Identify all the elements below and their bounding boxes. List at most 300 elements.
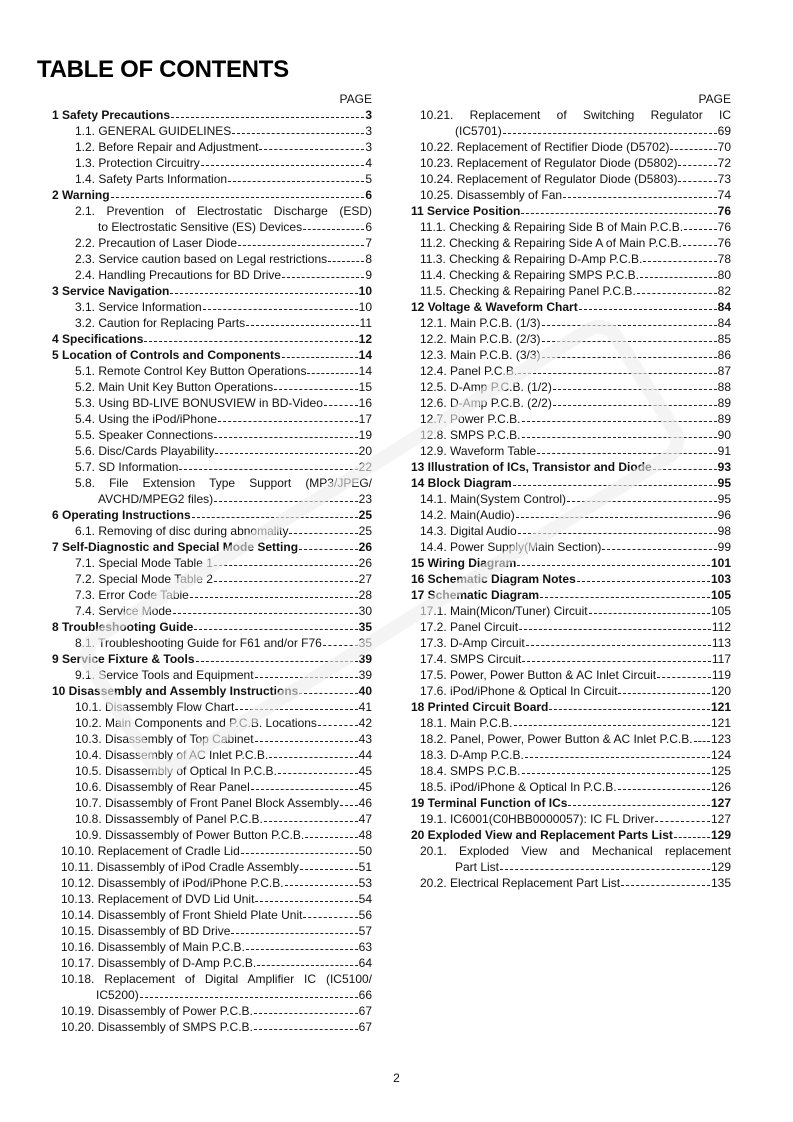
- toc-page-number: 46: [358, 796, 372, 810]
- dot-leader: [214, 429, 358, 439]
- toc-entry-label-continued: IC5200): [96, 988, 139, 1002]
- toc-entry-label: 10.13. Replacement of DVD Lid Unit: [61, 892, 255, 906]
- toc-entry-label: 10.24. Replacement of Regulator Diode (D5803): [420, 172, 678, 186]
- toc-entry-label: 12.1. Main P.C.B. (1/3): [420, 316, 541, 330]
- toc-subsection[interactable]: [38, 363, 372, 379]
- toc-entry-label: 14.4. Power Supply(Main Section): [420, 540, 602, 554]
- dot-leader: [637, 285, 717, 295]
- toc-page-number: 6: [365, 220, 372, 234]
- toc-entry-label: 10.3. Disassembly of Top Cabinet: [75, 732, 254, 746]
- toc-page-number: 10: [358, 300, 372, 314]
- toc-entry-label: 10.8. Dissassembly of Panel P.C.B.: [75, 812, 263, 826]
- toc-page-number: 39: [358, 668, 372, 682]
- toc-page-number: 27: [358, 572, 372, 586]
- toc-entry-label: 14.3. Digital Audio: [420, 524, 517, 538]
- toc-page-number: 89: [717, 396, 731, 410]
- toc-subsection[interactable]: [38, 923, 372, 939]
- dot-leader: [516, 509, 717, 519]
- toc-subsection[interactable]: [397, 843, 731, 875]
- toc-entry-label: 10.23. Replacement of Regulator Diode (D5802): [420, 156, 678, 170]
- toc-page-number: 135: [710, 876, 731, 890]
- dot-leader: [285, 877, 358, 887]
- toc-section[interactable]: [397, 587, 731, 603]
- toc-entry-label: 10.15. Disassembly of BD Drive: [61, 924, 231, 938]
- toc-page-number: 117: [711, 652, 731, 666]
- toc-subsection[interactable]: [38, 411, 372, 427]
- toc-section[interactable]: [397, 555, 731, 571]
- toc-entry-label: 8 Troubleshooting Guide: [52, 620, 194, 634]
- toc-entry-label: 5 Location of Controls and Components: [52, 348, 281, 362]
- toc-section[interactable]: [397, 203, 731, 219]
- toc-section[interactable]: [397, 299, 731, 315]
- dot-leader: [300, 861, 358, 871]
- dot-leader: [214, 557, 358, 567]
- toc-subsection[interactable]: [38, 267, 372, 283]
- toc-section[interactable]: [38, 539, 372, 555]
- dot-leader: [140, 989, 358, 999]
- toc-page-number: 96: [717, 508, 731, 522]
- toc-entry-label: 10.9. Dissassembly of Power Button P.C.B.: [75, 828, 305, 842]
- toc-subsection[interactable]: [38, 971, 372, 1003]
- toc-entry-label: 10.20. Disassembly of SMPS P.C.B.: [61, 1020, 253, 1034]
- toc-page-number: 28: [358, 588, 372, 602]
- toc-subsection[interactable]: [38, 523, 372, 539]
- toc-entry-label: 11.3. Checking & Repairing D-Amp P.C.B.: [420, 252, 643, 266]
- toc-subsection[interactable]: [38, 763, 372, 779]
- toc-page-number: 86: [717, 348, 731, 362]
- toc-subsection[interactable]: [397, 779, 731, 795]
- toc-entry-label-continued: to Electrostatic Sensitive (ES) Devices: [98, 220, 303, 234]
- toc-page-number: 112: [711, 620, 731, 634]
- toc-entry-label: 12.4. Panel P.C.B.: [420, 364, 518, 378]
- toc-page-number: 23: [358, 492, 372, 506]
- toc-page-number: 124: [710, 748, 731, 762]
- toc-section[interactable]: [38, 107, 372, 123]
- toc-entry-label: 10.10. Replacement of Cradle Lid: [61, 844, 240, 858]
- toc-subsection[interactable]: [397, 219, 731, 235]
- toc-entry-label: 3.1. Service Information: [75, 300, 202, 314]
- toc-page-number: 15: [358, 380, 372, 394]
- toc-page-number: 45: [358, 764, 372, 778]
- toc-page-number: 99: [717, 540, 731, 554]
- toc-subsection[interactable]: [38, 635, 372, 651]
- toc-entry-label: 6.1. Removing of disc during abnomality: [75, 524, 289, 538]
- toc-entry-label-continued: Part List: [455, 860, 500, 874]
- toc-page-number: 3: [365, 140, 372, 154]
- toc-entry-label: 4 Specifications: [52, 332, 144, 346]
- dot-leader: [522, 413, 717, 423]
- toc-page-number: 22: [358, 460, 372, 474]
- toc-subsection[interactable]: [397, 331, 731, 347]
- toc-subsection[interactable]: [397, 267, 731, 283]
- dot-leader: [299, 541, 358, 551]
- toc-entry-label: 12 Voltage & Waveform Chart: [411, 300, 578, 314]
- toc-section[interactable]: [38, 683, 372, 699]
- dot-leader: [264, 813, 358, 823]
- dot-leader: [215, 445, 357, 455]
- toc-page-number: 76: [717, 220, 731, 234]
- dot-leader: [340, 797, 358, 807]
- toc-page-number: 69: [717, 124, 731, 138]
- toc-subsection[interactable]: [38, 715, 372, 731]
- toc-subsection[interactable]: [38, 571, 372, 587]
- toc-page-number: 113: [711, 636, 731, 650]
- toc-entry-label: 18.4. SMPS P.C.B.: [420, 764, 521, 778]
- toc-subsection[interactable]: [38, 907, 372, 923]
- toc-page-number: 90: [717, 428, 731, 442]
- toc-subsection[interactable]: [38, 843, 372, 859]
- toc-entry-label: 17.4. SMPS Circuit: [420, 652, 522, 666]
- toc-entry-label: 11.5. Checking & Repairing Panel P.C.B.: [420, 284, 636, 298]
- toc-entry-label: 10.17. Disassembly of D-Amp P.C.B.: [61, 956, 257, 970]
- toc-page-number: 35: [358, 620, 372, 634]
- toc-entry-label: 15 Wiring Diagram: [411, 556, 517, 570]
- toc-page-number: 14: [358, 364, 372, 378]
- toc-subsection[interactable]: [38, 395, 372, 411]
- toc-section[interactable]: [38, 651, 372, 667]
- toc-page-number: 127: [710, 812, 731, 826]
- dot-leader: [201, 157, 365, 167]
- toc-subsection[interactable]: [38, 587, 372, 603]
- toc-page-number: 20: [358, 444, 372, 458]
- toc-page-number: 98: [717, 524, 731, 538]
- toc-page-number: 8: [365, 252, 372, 266]
- toc-subsection[interactable]: [397, 443, 731, 459]
- toc-subsection[interactable]: [38, 1019, 372, 1035]
- dot-leader: [251, 781, 358, 791]
- toc-page-number: 105: [710, 588, 731, 602]
- toc-subsection[interactable]: [397, 363, 731, 379]
- toc-entry-label: 17.6. iPod/iPhone & Optical In Circuit: [420, 684, 618, 698]
- toc-subsection[interactable]: [397, 235, 731, 251]
- dot-leader: [678, 173, 716, 183]
- dot-leader: [542, 317, 717, 327]
- toc-subsection[interactable]: [38, 123, 372, 139]
- toc-entry-label: 2.4. Handling Precautions for BD Drive: [75, 268, 282, 282]
- toc-entry-label: 5.3. Using BD-LIVE BONUSVIEW in BD-Video: [75, 396, 323, 410]
- toc-subsection[interactable]: [38, 747, 372, 763]
- toc-entry-label: 10.2. Main Components and P.C.B. Locations: [75, 716, 317, 730]
- toc-page-number: 76: [717, 204, 731, 218]
- toc-subsection[interactable]: [38, 699, 372, 715]
- toc-entry-label: 13 Illustration of ICs, Transistor and Diode: [411, 460, 652, 474]
- toc-subsection[interactable]: [38, 459, 372, 475]
- dot-leader: [232, 125, 364, 135]
- toc-entry-label: 5.2. Main Unit Key Button Operations: [75, 380, 274, 394]
- dot-leader: [190, 589, 358, 599]
- toc-subsection[interactable]: [397, 427, 731, 443]
- toc-entry-label-continued: (IC5701): [455, 124, 502, 138]
- toc-list-right: [397, 107, 731, 891]
- dot-leader: [231, 925, 357, 935]
- toc-subsection[interactable]: [38, 171, 372, 187]
- dot-leader: [618, 781, 710, 791]
- toc-section[interactable]: [397, 699, 731, 715]
- toc-subsection[interactable]: [397, 283, 731, 299]
- toc-section[interactable]: [397, 795, 731, 811]
- dot-leader: [602, 541, 716, 551]
- toc-section[interactable]: [38, 507, 372, 523]
- page-column-header: PAGE: [339, 92, 372, 106]
- toc-page-number: 72: [717, 156, 731, 170]
- toc-entry-label: 18.2. Panel, Power, Power Button & AC Inlet P.C.B.: [420, 732, 693, 746]
- toc-subsection[interactable]: [38, 139, 372, 155]
- toc-page-number: 103: [710, 572, 731, 586]
- toc-page-number: 16: [358, 396, 372, 410]
- toc-subsection[interactable]: [397, 651, 731, 667]
- toc-entry-label: 17.3. D-Amp Circuit: [420, 636, 525, 650]
- toc-entry-label: 5.1. Remote Control Key Button Operations: [75, 364, 307, 378]
- toc-subsection[interactable]: [397, 411, 731, 427]
- toc-subsection[interactable]: [38, 779, 372, 795]
- dot-leader: [549, 701, 710, 711]
- toc-subsection[interactable]: [397, 347, 731, 363]
- dot-leader: [683, 237, 717, 247]
- dot-leader: [655, 813, 710, 823]
- toc-subsection[interactable]: [38, 475, 372, 507]
- dot-leader: [503, 125, 717, 135]
- toc-entry-label: 16 Schematic Diagram Notes: [411, 572, 576, 586]
- dot-leader: [282, 269, 364, 279]
- toc-subsection[interactable]: [397, 523, 731, 539]
- toc-entry-label: 17.2. Panel Circuit: [420, 620, 519, 634]
- toc-page-number: 4: [365, 156, 372, 170]
- toc-page-number: 40: [358, 684, 372, 698]
- toc-entry-label: 17.5. Power, Power Button & AC Inlet Circuit: [420, 668, 657, 682]
- toc-subsection[interactable]: [397, 315, 731, 331]
- toc-subsection[interactable]: [397, 683, 731, 699]
- toc-page-number: 88: [717, 380, 731, 394]
- toc-entry-label: 12.9. Waveform Table: [420, 444, 537, 458]
- toc-page-number: 93: [717, 460, 731, 474]
- toc-subsection[interactable]: [38, 299, 372, 315]
- toc-entry-label: 5.4. Using the iPod/iPhone: [75, 412, 218, 426]
- dot-leader: [214, 573, 358, 583]
- dot-leader: [653, 461, 717, 471]
- toc-subsection[interactable]: [397, 139, 731, 155]
- dot-leader: [579, 301, 717, 311]
- toc-entry-label: 7.3. Error Code Table: [75, 588, 189, 602]
- toc-subsection[interactable]: [38, 827, 372, 843]
- toc-page-number: 42: [358, 716, 372, 730]
- dot-leader: [553, 397, 717, 407]
- toc-subsection[interactable]: [38, 315, 372, 331]
- toc-subsection[interactable]: [397, 603, 731, 619]
- dot-leader: [519, 621, 711, 631]
- toc-page-number: 56: [358, 908, 372, 922]
- dot-leader: [542, 333, 717, 343]
- toc-page-number: 5: [365, 172, 372, 186]
- toc-subsection[interactable]: [397, 171, 731, 187]
- toc-section[interactable]: [397, 475, 731, 491]
- toc-subsection[interactable]: [397, 507, 731, 523]
- toc-entry-label: 7.4. Service Mode: [75, 604, 172, 618]
- toc-subsection[interactable]: [38, 667, 372, 683]
- dot-leader: [238, 237, 364, 247]
- toc-entry-label: 8.1. Troubleshooting Guide for F61 and/or F76: [75, 636, 322, 650]
- toc-subsection[interactable]: [38, 235, 372, 251]
- dot-leader: [640, 269, 717, 279]
- toc-page-number: 85: [717, 332, 731, 346]
- toc-subsection[interactable]: [38, 955, 372, 971]
- dot-leader: [144, 333, 357, 343]
- dot-leader: [318, 717, 358, 727]
- toc-subsection[interactable]: [38, 731, 372, 747]
- dot-leader: [218, 413, 358, 423]
- toc-subsection[interactable]: [38, 859, 372, 875]
- toc-page-number: 7: [365, 236, 372, 250]
- toc-entry-label: 11 Service Position: [411, 204, 521, 218]
- toc-page-number: 76: [717, 236, 731, 250]
- toc-subsection[interactable]: [397, 667, 731, 683]
- toc-entry-label: 17 Schematic Diagram: [411, 588, 540, 602]
- toc-entry-label: 11.2. Checking & Repairing Side A of Main P.C.B.: [420, 236, 682, 250]
- toc-entry-label: 20.2. Electrical Replacement Part List: [420, 876, 621, 890]
- toc-page-number: 129: [710, 860, 731, 874]
- dot-leader: [254, 1005, 358, 1015]
- toc-entry-label: 10.11. Disassembly of iPod Cradle Assembly: [61, 860, 299, 874]
- toc-subsection[interactable]: [38, 555, 372, 571]
- toc-page-number: 129: [710, 828, 731, 842]
- toc-page-number: 121: [710, 716, 731, 730]
- toc-page-number: 25: [358, 524, 372, 538]
- dot-leader: [514, 717, 710, 727]
- dot-leader: [563, 189, 717, 199]
- dot-leader: [521, 205, 716, 215]
- page-number: 2: [393, 1071, 400, 1085]
- toc-subsection[interactable]: [397, 107, 731, 139]
- toc-page-number: 19: [358, 428, 372, 442]
- toc-entry-label-continued: AVCHD/MPEG2 files): [98, 492, 214, 506]
- toc-section[interactable]: [38, 187, 372, 203]
- toc-entry-label: 10.21. Replacement of Switching Regulator IC: [420, 108, 731, 122]
- dot-leader: [179, 461, 357, 471]
- toc-page-number: 70: [717, 140, 731, 154]
- toc-subsection[interactable]: [38, 427, 372, 443]
- dot-leader: [513, 477, 717, 487]
- toc-page-number: 91: [717, 444, 731, 458]
- toc-subsection[interactable]: [397, 747, 731, 763]
- toc-subsection[interactable]: [38, 1003, 372, 1019]
- toc-entry-label: 2.2. Precaution of Laser Diode: [75, 236, 238, 250]
- toc-entry-label: 11.4. Checking & Repairing SMPS P.C.B.: [420, 268, 639, 282]
- toc-subsection[interactable]: [38, 603, 372, 619]
- dot-leader: [670, 141, 716, 151]
- toc-section[interactable]: [397, 571, 731, 587]
- toc-page-number: 17: [358, 412, 372, 426]
- toc-entry-label: 18 Printed Circuit Board: [411, 700, 549, 714]
- toc-subsection[interactable]: [397, 539, 731, 555]
- toc-subsection[interactable]: [397, 155, 731, 171]
- toc-entry-label: 19 Terminal Function of ICs: [411, 796, 568, 810]
- toc-page-number: 47: [358, 812, 372, 826]
- toc-subsection[interactable]: [38, 811, 372, 827]
- dot-leader: [674, 829, 710, 839]
- toc-page-number: 54: [358, 892, 372, 906]
- toc-page-number: 50: [358, 844, 372, 858]
- toc-page-number: 125: [710, 764, 731, 778]
- toc-page-number: 44: [358, 748, 372, 762]
- toc-page-number: 123: [710, 732, 731, 746]
- toc-entry-label: 5.8. File Extension Type Support (MP3/JPEG/: [75, 476, 372, 490]
- dot-leader: [522, 653, 710, 663]
- toc-entry-label: 12.7. Power P.C.B.: [420, 412, 521, 426]
- toc-entry-label: 5.5. Speaker Connections: [75, 428, 214, 442]
- toc-entry-label: 12.2. Main P.C.B. (2/3): [420, 332, 541, 346]
- toc-subsection[interactable]: [397, 491, 731, 507]
- toc-section[interactable]: [397, 459, 731, 475]
- toc-section[interactable]: [397, 827, 731, 843]
- toc-entry-label: 1.4. Safety Parts Information: [75, 172, 228, 186]
- toc-subsection[interactable]: [38, 891, 372, 907]
- toc-section[interactable]: [38, 347, 372, 363]
- toc-subsection[interactable]: [397, 619, 731, 635]
- toc-subsection[interactable]: [397, 875, 731, 891]
- toc-subsection[interactable]: [397, 811, 731, 827]
- toc-subsection[interactable]: [38, 155, 372, 171]
- dot-leader: [537, 445, 717, 455]
- toc-entry-label: 10.1. Disassembly Flow Chart: [75, 700, 235, 714]
- dot-leader: [324, 397, 358, 407]
- toc-section[interactable]: [38, 619, 372, 635]
- toc-entry-label: 10.16. Disassembly of Main P.C.B.: [61, 940, 245, 954]
- toc-entry-label: 18.3. D-Amp P.C.B.: [420, 748, 524, 762]
- toc-section[interactable]: [38, 331, 372, 347]
- toc-subsection[interactable]: [38, 379, 372, 395]
- toc-page-number: 121: [710, 700, 731, 714]
- dot-leader: [303, 221, 364, 231]
- toc-page-number: 30: [358, 604, 372, 618]
- dot-leader: [526, 637, 711, 647]
- toc-subsection[interactable]: [397, 763, 731, 779]
- toc-section[interactable]: [38, 283, 372, 299]
- dot-leader: [305, 829, 357, 839]
- toc-subsection[interactable]: [397, 395, 731, 411]
- toc-subsection[interactable]: [397, 187, 731, 203]
- dot-leader: [500, 861, 710, 871]
- toc-page-number: 82: [717, 284, 731, 298]
- toc-page-number: 87: [717, 364, 731, 378]
- toc-subsection[interactable]: [397, 635, 731, 651]
- dot-leader: [323, 637, 358, 647]
- toc-page-number: 35: [358, 636, 372, 650]
- toc-subsection[interactable]: [397, 379, 731, 395]
- toc-subsection[interactable]: [397, 731, 731, 747]
- toc-subsection[interactable]: [38, 795, 372, 811]
- toc-entry-label: 20 Exploded View and Replacement Parts List: [411, 828, 673, 842]
- toc-page-number: 64: [358, 956, 372, 970]
- dot-leader: [111, 189, 365, 199]
- toc-subsection[interactable]: [38, 251, 372, 267]
- toc-page-number: 95: [717, 476, 731, 490]
- toc-entry-label: 17.1. Main(Micon/Tuner) Circuit: [420, 604, 588, 618]
- toc-entry-label: 18.1. Main P.C.B.: [420, 716, 513, 730]
- toc-subsection[interactable]: [38, 875, 372, 891]
- toc-subsection[interactable]: [397, 251, 731, 267]
- toc-subsection[interactable]: [397, 715, 731, 731]
- dot-leader: [518, 365, 716, 375]
- toc-page-number: 3: [365, 124, 372, 138]
- dot-leader: [577, 573, 710, 583]
- toc-subsection[interactable]: [38, 939, 372, 955]
- toc-subsection[interactable]: [38, 203, 372, 235]
- dot-leader: [522, 765, 710, 775]
- toc-entry-label: 14.1. Main(System Control): [420, 492, 567, 506]
- toc-entry-label: 1.1. GENERAL GUIDELINES: [75, 124, 232, 138]
- dot-leader: [307, 365, 357, 375]
- toc-subsection[interactable]: [38, 443, 372, 459]
- dot-leader: [643, 253, 716, 263]
